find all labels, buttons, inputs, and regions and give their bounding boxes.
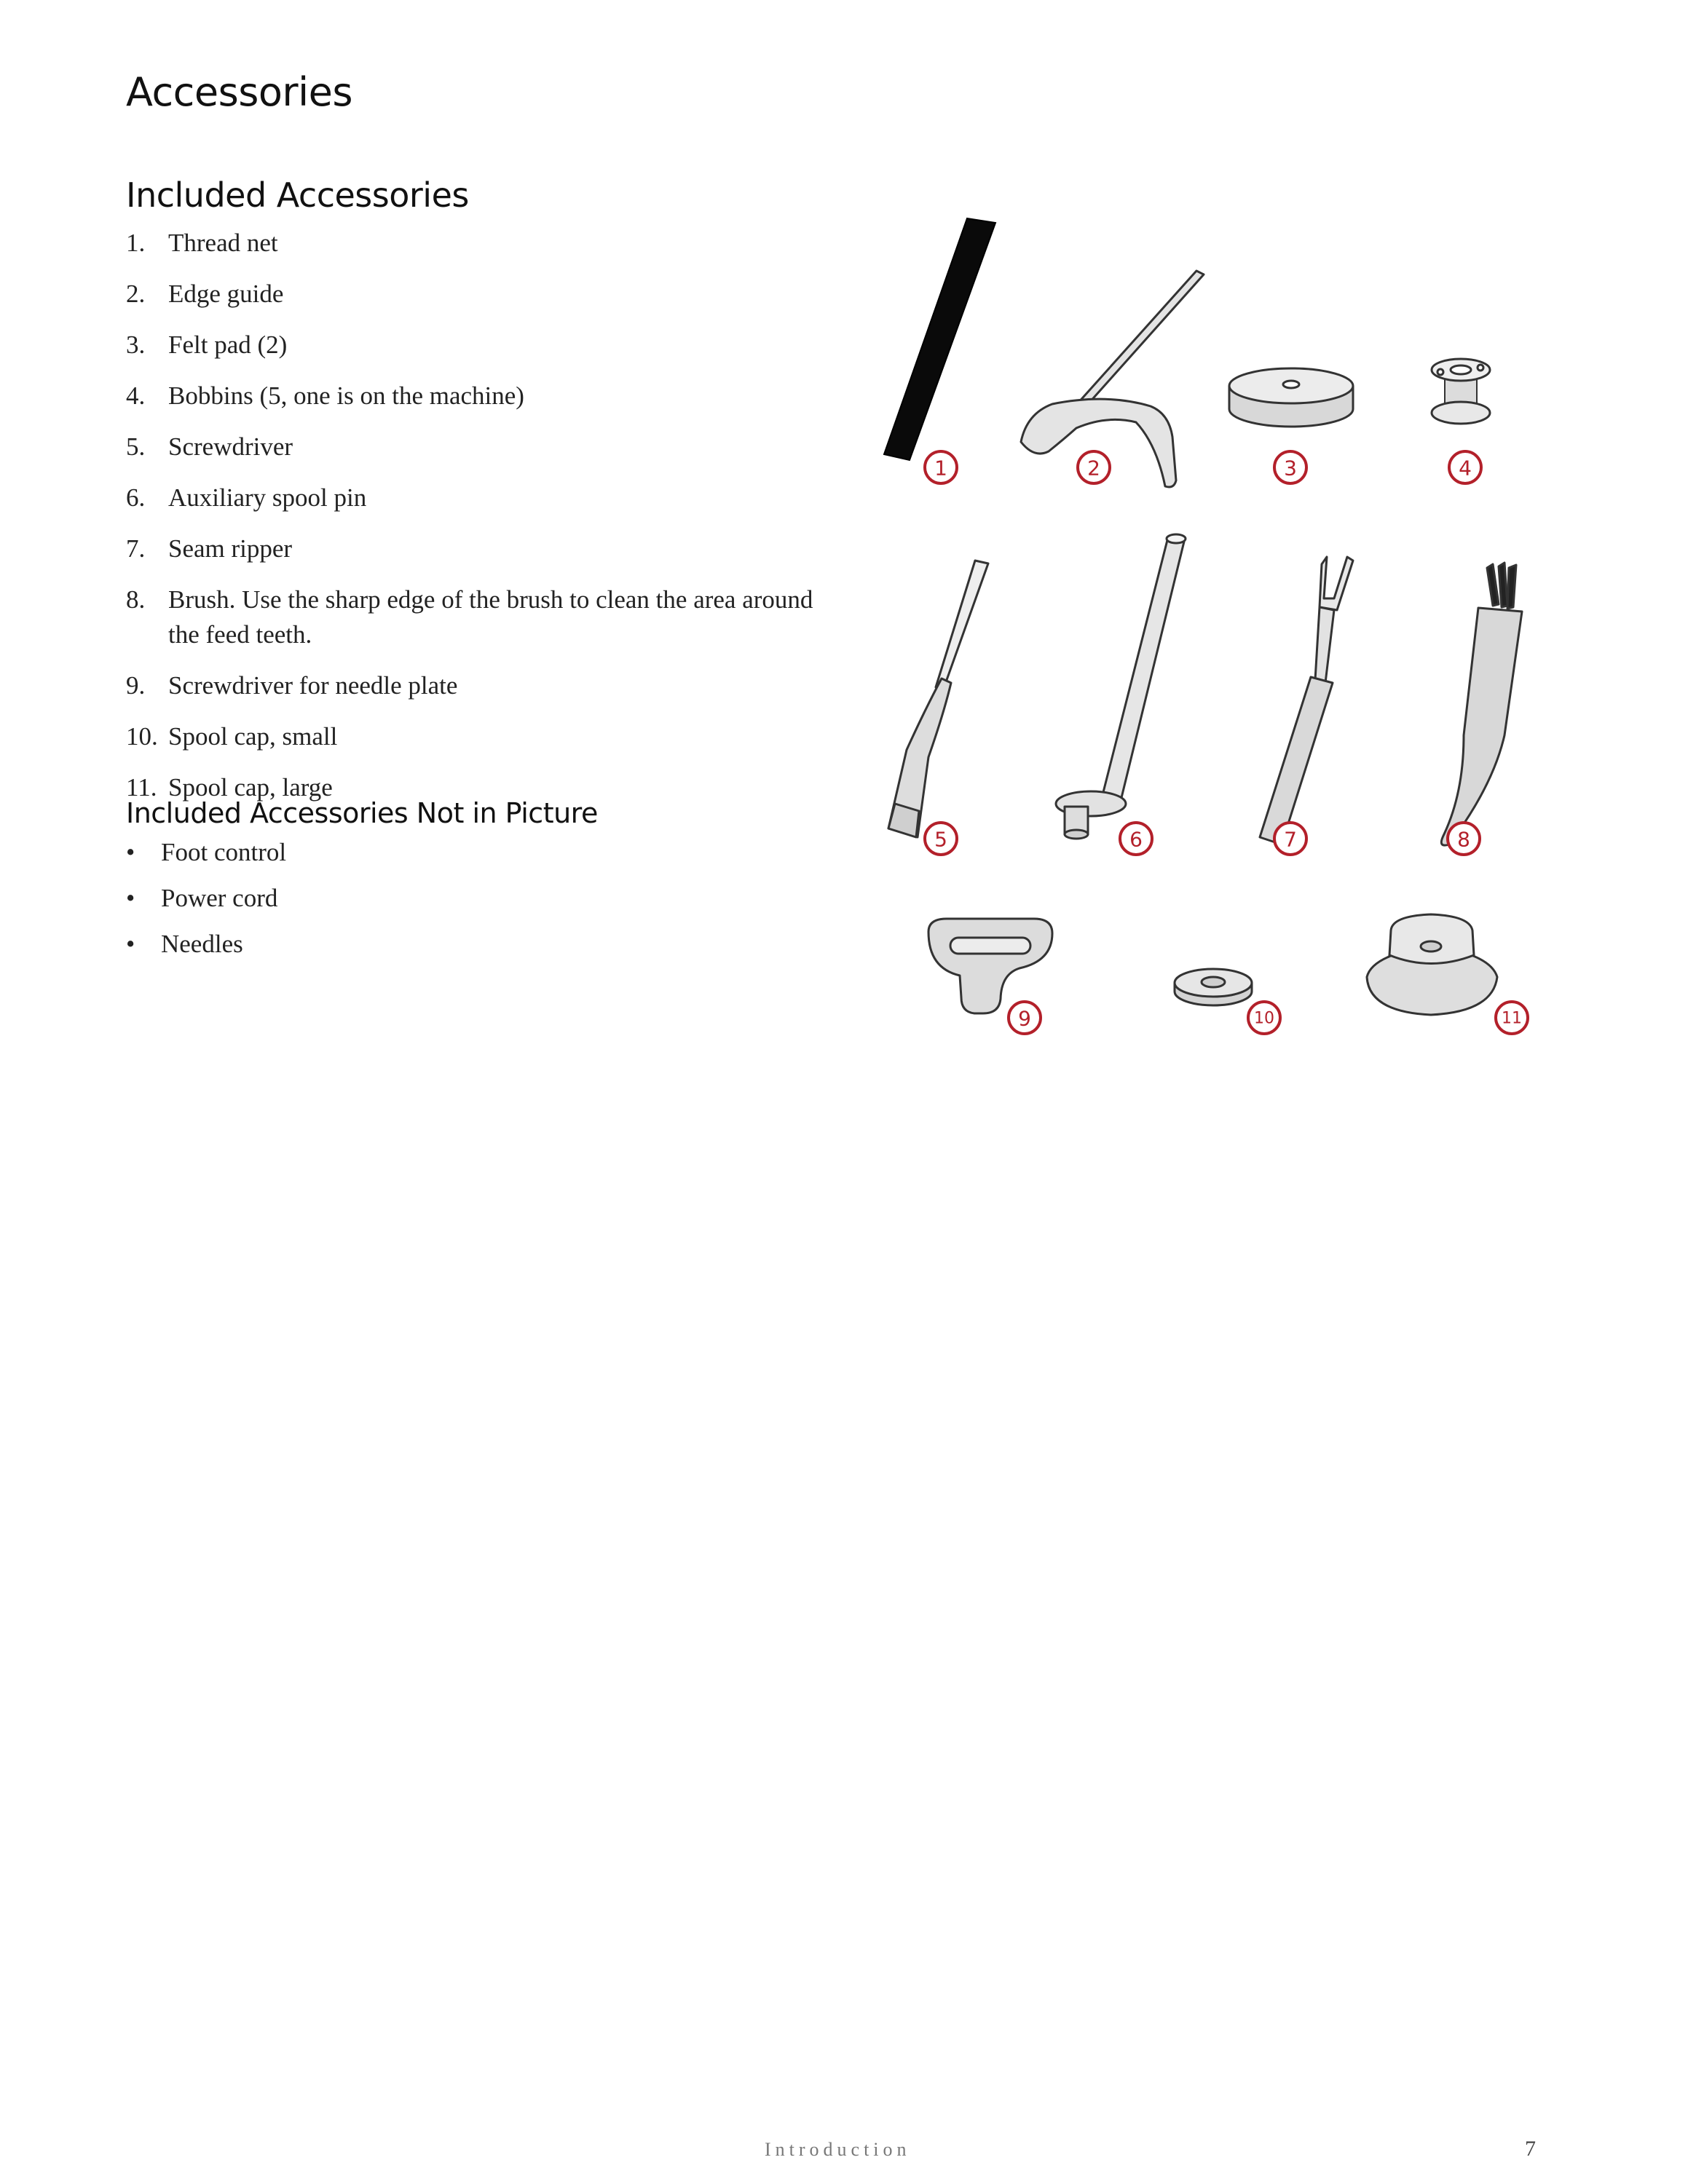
- callout-label: 2: [1087, 456, 1100, 480]
- list-item: [126, 379, 818, 414]
- list-item: [126, 277, 818, 312]
- callout-label: 4: [1459, 456, 1472, 480]
- item-label: Bobbins (5, one is on the machine): [168, 381, 524, 410]
- item-label: Screwdriver for needle plate: [168, 671, 458, 700]
- list-item: [126, 881, 286, 916]
- accessories-illustration: [867, 204, 1558, 1048]
- callout-label: 3: [1284, 456, 1297, 480]
- callout-label: 1: [934, 456, 947, 480]
- spool-cap-large-image: [1367, 914, 1497, 1015]
- brush-image: [1441, 563, 1522, 845]
- item-number: 10.: [126, 722, 158, 751]
- item-label: Foot control: [161, 838, 287, 866]
- item-label: Brush. Use the sharp edge of the brush to clean the area around the feed teeth.: [168, 585, 813, 649]
- item-number: 9.: [126, 671, 146, 700]
- bullet: •: [126, 930, 135, 958]
- edge-guide-image: [1021, 271, 1204, 487]
- item-number: 2.: [126, 280, 146, 308]
- page-number: 7: [1525, 2137, 1536, 2161]
- callout-label: 9: [1018, 1006, 1031, 1031]
- list-item: [126, 927, 286, 962]
- item-label: Edge guide: [168, 280, 284, 308]
- page-title: Accessories: [126, 69, 352, 115]
- seam-ripper-image: [1260, 557, 1353, 844]
- spool-cap-small-image: [1175, 969, 1252, 1005]
- item-number: 6.: [126, 483, 146, 512]
- list-item: [126, 328, 818, 363]
- item-number: 11.: [126, 773, 157, 802]
- item-label: Auxiliary spool pin: [168, 483, 367, 512]
- list-item: [126, 835, 286, 870]
- screwdriver-image: [888, 561, 988, 837]
- item-number: 7.: [126, 534, 146, 563]
- item-label: Power cord: [161, 884, 278, 912]
- item-label: Felt pad (2): [168, 331, 288, 359]
- item-label: Needles: [161, 930, 243, 958]
- item-label: Thread net: [168, 229, 278, 257]
- callout-label: 5: [934, 827, 947, 852]
- bullet: •: [126, 884, 135, 912]
- not-in-picture-list: [126, 835, 286, 973]
- callout-label: 7: [1284, 827, 1297, 852]
- item-label: Screwdriver: [168, 432, 293, 461]
- section-heading-not-in-picture: Included Accessories Not in Picture: [126, 797, 598, 829]
- item-number: 4.: [126, 381, 146, 410]
- included-accessories-list: [126, 226, 818, 821]
- item-label: Spool cap, large: [168, 773, 333, 802]
- callout-label: 6: [1129, 827, 1143, 852]
- section-heading-included-accessories: Included Accessories: [126, 175, 469, 215]
- item-number: 8.: [126, 585, 146, 614]
- list-item: [126, 668, 818, 703]
- list-item: [126, 430, 818, 464]
- list-item: [126, 531, 818, 566]
- list-item: [126, 226, 818, 261]
- list-item: [126, 719, 818, 754]
- thread-net-image: [884, 218, 995, 460]
- felt-pad-image: [1229, 368, 1353, 427]
- item-number: 3.: [126, 331, 146, 359]
- footer-section-name: Introduction: [765, 2139, 911, 2160]
- item-number: 1.: [126, 229, 146, 257]
- item-label: Seam ripper: [168, 534, 293, 563]
- callout-label: 8: [1457, 827, 1470, 852]
- needle-plate-screwdriver-image: [928, 919, 1052, 1013]
- callout-label: 10: [1254, 1009, 1274, 1028]
- bullet: •: [126, 838, 135, 866]
- list-item: [126, 480, 818, 515]
- callout-label: 11: [1502, 1009, 1522, 1028]
- bobbin-image: [1432, 359, 1490, 424]
- auxiliary-spool-pin-image: [1056, 534, 1186, 839]
- list-item: [126, 582, 818, 652]
- item-number: 5.: [126, 432, 146, 461]
- item-label: Spool cap, small: [168, 722, 338, 751]
